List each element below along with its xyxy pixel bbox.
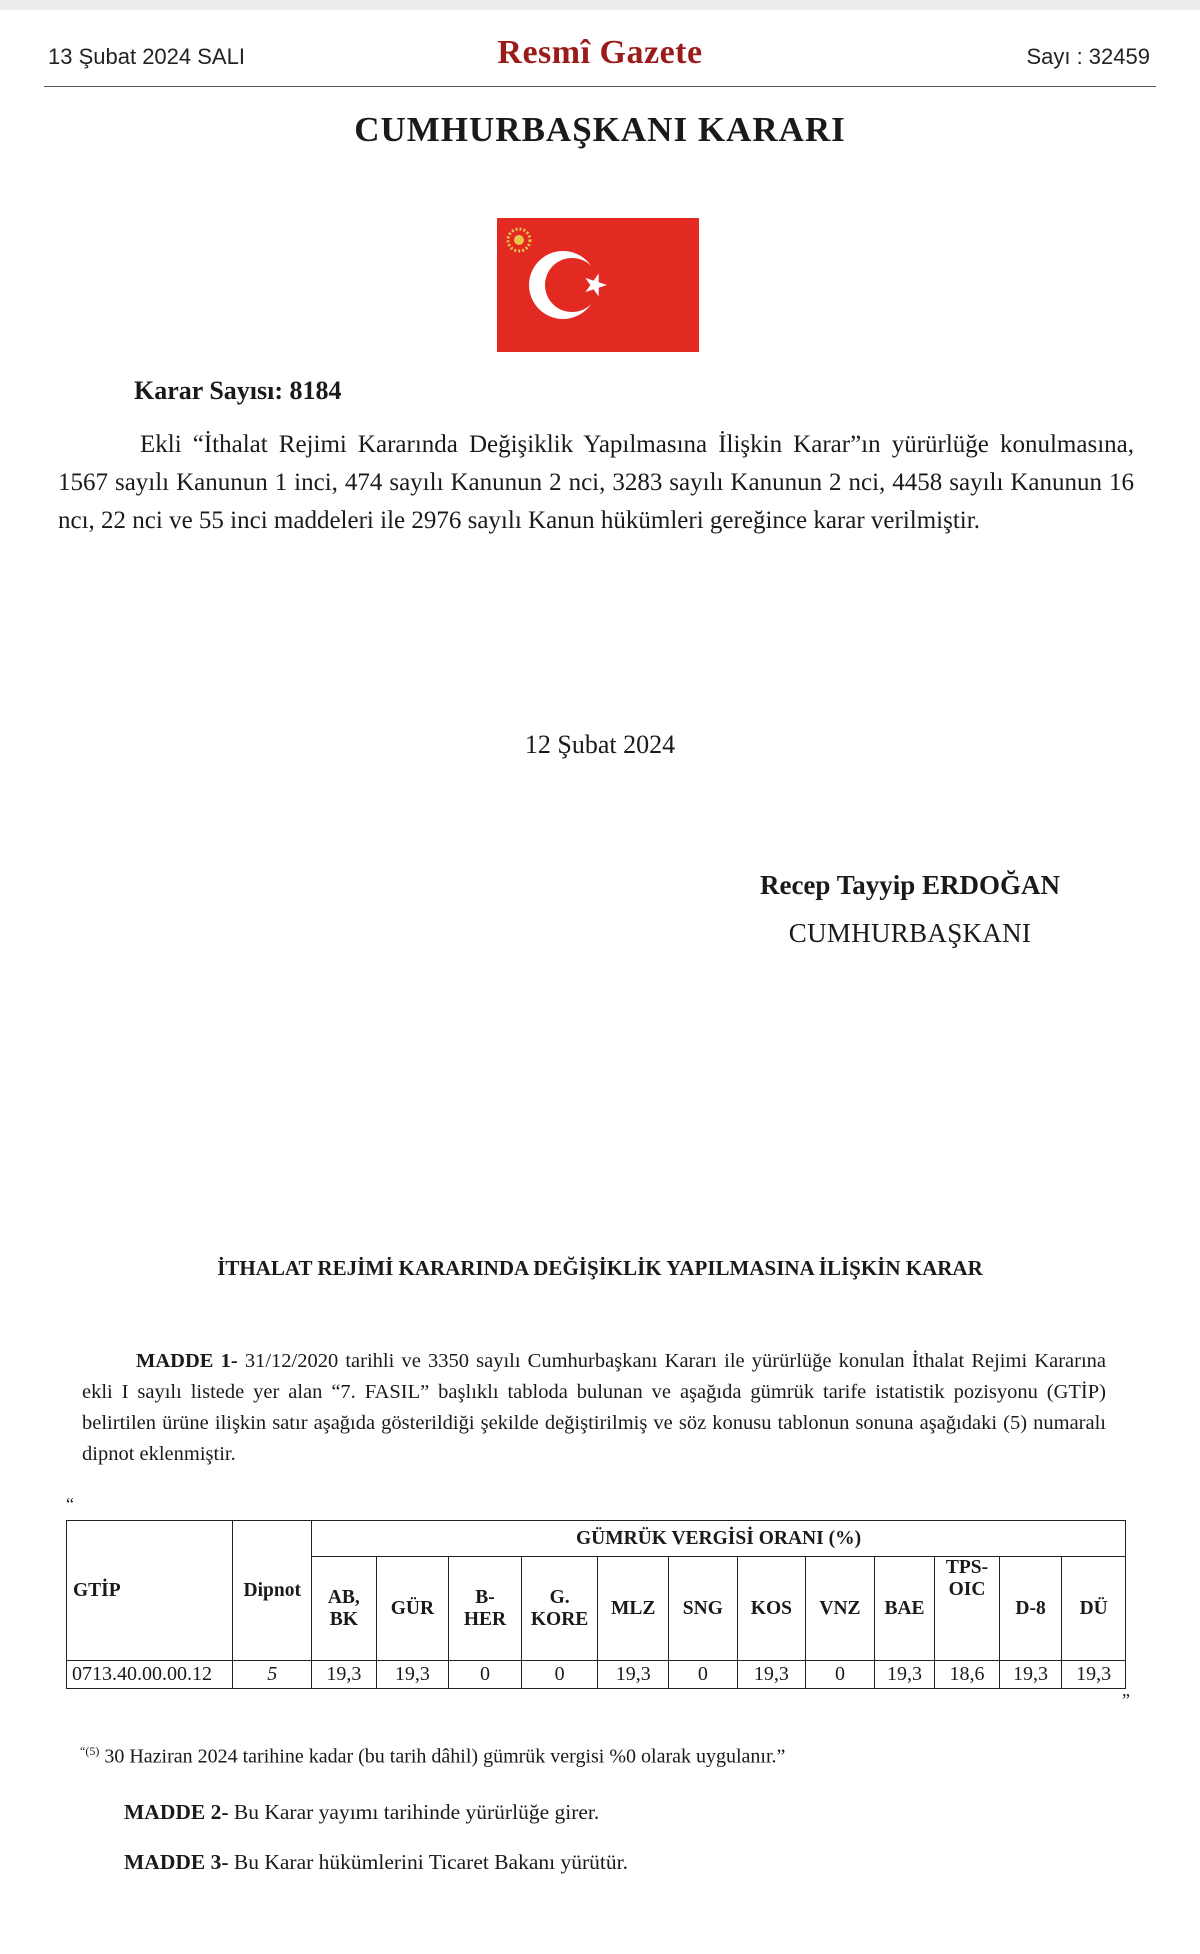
rate-cell: 19,3	[999, 1661, 1062, 1689]
footnote	[80, 1744, 785, 1769]
rate-cell: 18,6	[935, 1661, 1000, 1689]
rate-cell: 19,3	[312, 1661, 377, 1689]
column-header-line: VNZ	[819, 1597, 861, 1619]
header-date: 13 Şubat 2024 SALI	[48, 44, 245, 69]
rate-cell: 19,3	[1062, 1661, 1126, 1689]
article-1-label: MADDE 1-	[136, 1350, 238, 1372]
column-header-line: SNG	[682, 1597, 723, 1619]
column-header-rate	[669, 1557, 738, 1661]
table-close-quote: ”	[1122, 1690, 1130, 1710]
article-3-text: Bu Karar hükümlerini Ticaret Bakanı yürütür.	[228, 1850, 628, 1874]
column-header-rate	[312, 1557, 377, 1661]
column-header-rate	[935, 1557, 1000, 1661]
gtip-cell: 0713.40.00.00.12	[67, 1661, 233, 1689]
turkish-flag-icon	[497, 218, 699, 352]
header-divider	[44, 86, 1156, 87]
footnote-marker: “(5)	[80, 1744, 100, 1758]
column-header-line: HER	[463, 1608, 507, 1630]
column-header-dipnot: Dipnot	[233, 1521, 312, 1661]
rate-cell: 0	[806, 1661, 875, 1689]
column-header-line: G.	[549, 1586, 570, 1608]
column-header-line: GÜR	[390, 1597, 435, 1619]
rate-cell: 19,3	[376, 1661, 449, 1689]
decision-number: Karar Sayısı: 8184	[134, 376, 342, 405]
rate-cell: 0	[449, 1661, 522, 1689]
top-strip	[0, 0, 1200, 10]
dipnot-cell: 5	[233, 1661, 312, 1689]
column-header-line: BK	[329, 1608, 358, 1630]
rate-cell: 0	[521, 1661, 598, 1689]
column-header-rate	[598, 1557, 669, 1661]
column-header-line: DÜ	[1079, 1597, 1108, 1619]
document-title: CUMHURBAŞKANI KARARI	[354, 110, 846, 149]
article-2	[124, 1800, 599, 1825]
column-header-line: MLZ	[611, 1597, 656, 1619]
column-header-rate	[737, 1557, 806, 1661]
column-header-rate	[806, 1557, 875, 1661]
article-2-text: Bu Karar yayımı tarihinde yürürlüğe girer.	[228, 1800, 600, 1824]
intro-paragraph: Ekli “İthalat Rejimi Kararında Değişiklik Yapılmasına İlişkin Karar”ın yürürlüğe konulmasına, 1567 sayılı Kanunun 1 inci, 474 sayılı Kanunun 2 nci, 3283 sayılı Kanunun 2 nci, 4458 sayılı Kanunun 16 ncı, 22 nci ve 55 inci maddeleri ile 2976 sayılı Kanun hükümleri gereğince karar verilmiştir.	[58, 431, 1134, 534]
article-3	[124, 1850, 628, 1875]
column-header-line: KOS	[750, 1597, 792, 1619]
footnote-text: 30 Haziran 2024 tarihine kadar (bu tarih dâhil) gümrük vergisi %0 olarak uygulanır.”	[104, 1745, 786, 1768]
column-header-rate	[874, 1557, 935, 1661]
article-1	[82, 1346, 1106, 1470]
rate-cell: 19,3	[598, 1661, 669, 1689]
column-header-rate	[449, 1557, 522, 1661]
column-header-line: D-8	[1015, 1597, 1046, 1619]
column-header-line: AB,	[327, 1586, 360, 1608]
column-header-gtip: GTİP	[67, 1521, 233, 1661]
column-header-line: BAE	[884, 1597, 925, 1619]
rate-cell: 0	[669, 1661, 738, 1689]
column-header-line: OIC	[948, 1579, 986, 1600]
article-1-text: 31/12/2020 tarihli ve 3350 sayılı Cumhurbaşkanı Kararı ile yürürlüğe konulan İthalat Rejimi Kararına ekli I sayılı listede yer alan “7. FASIL” başlıklı tabloda bulunan ve aşağıda gümrük tarife istatistik pozisyonu (GTİP) belirtilen ürüne ilişkin satır aşağıda gösterildiği şekilde değiştirilmiş ve söz konusu tablonun sonuna aşağıdaki (5) numaralı dipnot eklenmiştir.	[82, 1350, 1106, 1465]
column-header-rate	[521, 1557, 598, 1661]
signer-title: CUMHURBAŞKANI	[788, 918, 1032, 948]
table-row	[67, 1661, 1126, 1689]
annex-title: İTHALAT REJİMİ KARARINDA DEĞİŞİKLİK YAPILMASINA İLİŞKİN KARAR	[217, 1256, 983, 1280]
column-header-line: TPS-	[945, 1557, 989, 1578]
column-group-header: GÜMRÜK VERGİSİ ORANI (%)	[312, 1521, 1126, 1557]
article-3-label: MADDE 3-	[124, 1850, 229, 1874]
rate-cell: 19,3	[874, 1661, 935, 1689]
signing-date: 12 Şubat 2024	[524, 730, 676, 759]
article-2-label: MADDE 2-	[124, 1800, 229, 1824]
column-header-line: B-	[475, 1586, 495, 1608]
tariff-table	[66, 1520, 1126, 1689]
column-header-line: KORE	[530, 1608, 589, 1630]
signer-name: Recep Tayyip ERDOĞAN	[759, 870, 1061, 900]
column-header-rate	[376, 1557, 449, 1661]
gazette-title: Resmî Gazete	[497, 34, 703, 71]
rate-cell: 19,3	[737, 1661, 806, 1689]
column-header-rate	[999, 1557, 1062, 1661]
header-issue-number: Sayı : 32459	[1026, 44, 1150, 69]
table-open-quote: “	[66, 1494, 74, 1514]
column-header-rate	[1062, 1557, 1126, 1661]
